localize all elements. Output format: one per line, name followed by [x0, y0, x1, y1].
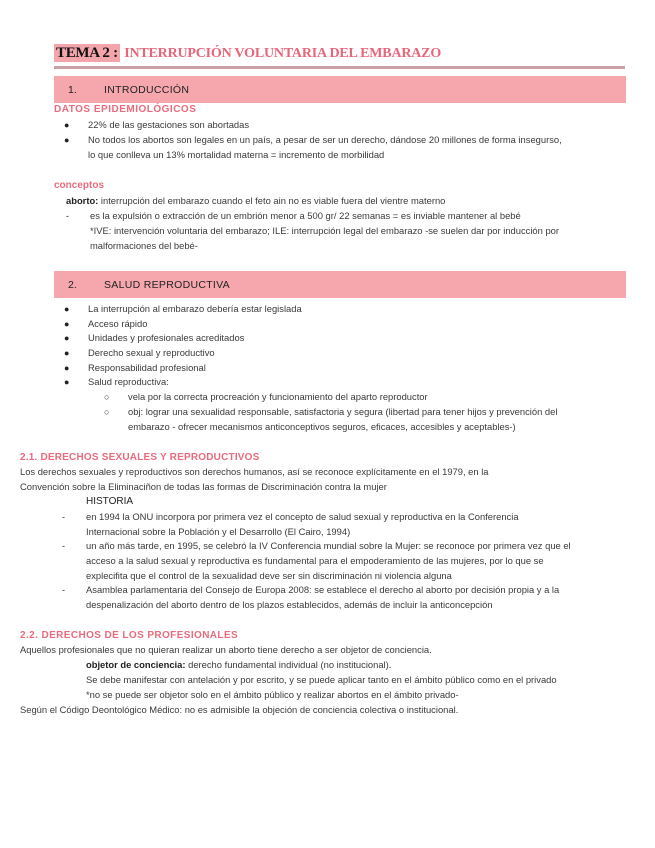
paragraph-line: *no se puede ser objetor solo en el ámbito público y realizar abortos en el ámbito privado- [86, 689, 459, 700]
dash-icon: - [66, 211, 69, 221]
paragraph-line: Se debe manifestar con antelación y por escrito, y se puede aplicar tanto en el ámbito público como en el privado [86, 674, 557, 685]
dash-icon: - [62, 541, 65, 551]
title-text: INTERRUPCIÓN VOLUNTARIA DEL EMBARAZO [124, 46, 442, 61]
document-title [54, 44, 625, 69]
derechos-profesionales-heading: 2.2. DERECHOS DE LOS PROFESIONALES [20, 630, 239, 641]
circle-bullet-icon: ○ [104, 407, 110, 417]
paragraph-line: Aquellos profesionales que no quieran realizar un aborto tiene derecho a ser objetor de conciencia. [20, 644, 432, 655]
paragraph-line: Según el Código Deontológico Médico: no es admisible la objeción de conciencia colectiva o institucional. [20, 704, 459, 715]
dash-icon: - [62, 512, 65, 522]
bullet-icon: ● [64, 348, 70, 358]
bullet-icon: ● [64, 304, 70, 314]
list-item-continuation: despenalización del aborto dentro de los plazos establecidos, además de incluir la anticoncepción [86, 599, 493, 610]
datos-epidemiologicos-heading: DATOS EPIDEMIOLÓGICOS [54, 104, 197, 115]
sub-list-item-continuation: embarazo - ofrecer mecanismos anticonceptivos seguros, eficaces, accesibles y aceptables-) [128, 421, 516, 432]
derechos-sexuales-heading: 2.1. DERECHOS SEXUALES Y REPRODUCTIVOS [20, 452, 260, 463]
objetor-definition: objetor de conciencia: derecho fundamental individual (no institucional). [86, 659, 392, 670]
section-number: 1. [68, 84, 77, 96]
objetor-term: objetor de conciencia: [86, 659, 186, 670]
aborto-definition: aborto: interrupción del embarazo cuando el feto ain no es viable fuera del vientre materno [66, 195, 446, 206]
section-number: 2. [68, 279, 77, 291]
list-item-continuation: explecifita que el control de la sexualidad deve ser sin discriminación ni violencia alguna [86, 570, 452, 581]
conceptos-heading: conceptos [54, 180, 105, 191]
paragraph-line: Los derechos sexuales y reproductivos son derechos humanos, así se reconoce explícitamente en el 1979, en la [20, 466, 489, 477]
list-item-continuation: acceso a la salud sexual y reproductiva es fundamental para el empoderamiento de las mujeres, por lo que se [86, 555, 544, 566]
note-line: malformaciones del bebé- [90, 240, 198, 251]
circle-bullet-icon: ○ [104, 392, 110, 402]
section-heading-salud-reproductiva [54, 271, 626, 298]
section-label: INTRODUCCIÓN [104, 84, 190, 96]
section-label: SALUD REPRODUCTIVA [104, 279, 230, 291]
list-item-continuation: Internacional sobre la Población y el Desarrollo (El Cairo, 1994) [86, 526, 351, 537]
tema-label: TEMA 2 : [56, 45, 118, 61]
note-line: *IVE: intervención voluntaria del embarazo; ILE: interrupción legal del embarazo -se suelen dar por inducción por [90, 225, 560, 236]
section-heading-introduccion [54, 76, 626, 103]
bullet-icon: ● [64, 363, 70, 373]
bullet-icon: ● [64, 333, 70, 343]
bullet-icon: ● [64, 377, 70, 387]
bullet-icon: ● [64, 135, 70, 145]
historia-heading: HISTORIA [86, 496, 134, 507]
aborto-term: aborto: [66, 195, 99, 206]
paragraph-line: Convención sobre la Eliminaciñon de todas las formas de Discriminación contra la mujer [20, 481, 387, 492]
dash-icon: - [62, 585, 65, 595]
list-item-continuation: lo que conlleva un 13% mortalidad materna = incremento de morbilidad [88, 149, 385, 160]
document-page: TEMA 2 : INTERRUPCIÓN VOLUNTARIA DEL EMBARAZO 1. INTRODUCCIÓN DATOS EPIDEMIOLÓGICOS ● 22% de las gestaciones son abortadas ● No todos los abortos son legales en un país, a pesar de ser un derecho, dándose 20 millones de forma insegurso, lo que conlleva un 13% mortalidad materna = incremento de morbilidad conceptos aborto: interrupción del embarazo cuando el feto ain no es viable fuera del vientre materno - es la expulsión o extracción de un embrión menor a 500 gr/ 22 semanas = es inviable mantener al bebé *IVE: intervención voluntaria del embarazo; ILE: interrupción legal del embarazo -se suelen dar por inducción por malformaciones del bebé- 2. SALUD REPRODUCTIVA ● La interrupción al embarazo debería estar legislada ● Acceso rápido ● Unidades y profesionales acreditados ● Derecho sexual y reproductivo ● Responsabilidad profesional ● Salud reproductiva: ○ vela por la correcta procreación y funcionamiento del aparto reproductor ○ obj: lograr una sexualidad responsable, satisfactoria y segura (libertad para tener hijos y prevención del embarazo - ofrecer mecanismos anticonceptivos seguros, eficaces, accesibles y aceptables-) 2.1. DERECHOS SEXUALES Y REPRODUCTIVOS Los derechos sexuales y reproductivos son derechos humanos, así se reconoce explícitamente en el 1979, en la Convención sobre la Eliminaciñon de todas las formas de Discriminación contra la mujer HISTORIA - en 1994 la ONU incorpora por primera vez el concepto de salud sexual y reproductiva en la Conferencia Internacional sobre la Población y el Desarrollo (El Cairo, 1994) - un año más tarde, en 1995, se celebró la IV Conferencia mundial sobre la Mujer: se reconoce por primera vez que el acceso a la salud sexual y reproductiva es fundamental para el empoderamiento de las mujeres, por lo que se explecifita que el control de la sexualidad deve ser sin discriminación ni violencia alguna - Asamblea parlamentaria del Consejo de Europa 2008: se establece el derecho al aborto por decisión propia y a la despenalización del aborto dentro de los plazos establecidos, además de incluir la anticoncepción 2.2. DERECHOS DE LOS PROFESIONALES Aquellos profesionales que no quieran realizar un aborto tiene derecho a ser objetor de conciencia. objetor de conciencia: derecho fundamental individual (no institucional). Se debe manifestar con antelación y por escrito, y se puede aplicar tanto en el ámbito público como en el privado *no se puede ser objetor solo en el ámbito público y realizar abortos en el ámbito privado- Según el Código Deontológico Médico: no es admisible la objeción de conciencia colectiva o institucional. [0, 0, 655, 848]
bullet-icon: ● [64, 120, 70, 130]
bullet-icon: ● [64, 319, 70, 329]
